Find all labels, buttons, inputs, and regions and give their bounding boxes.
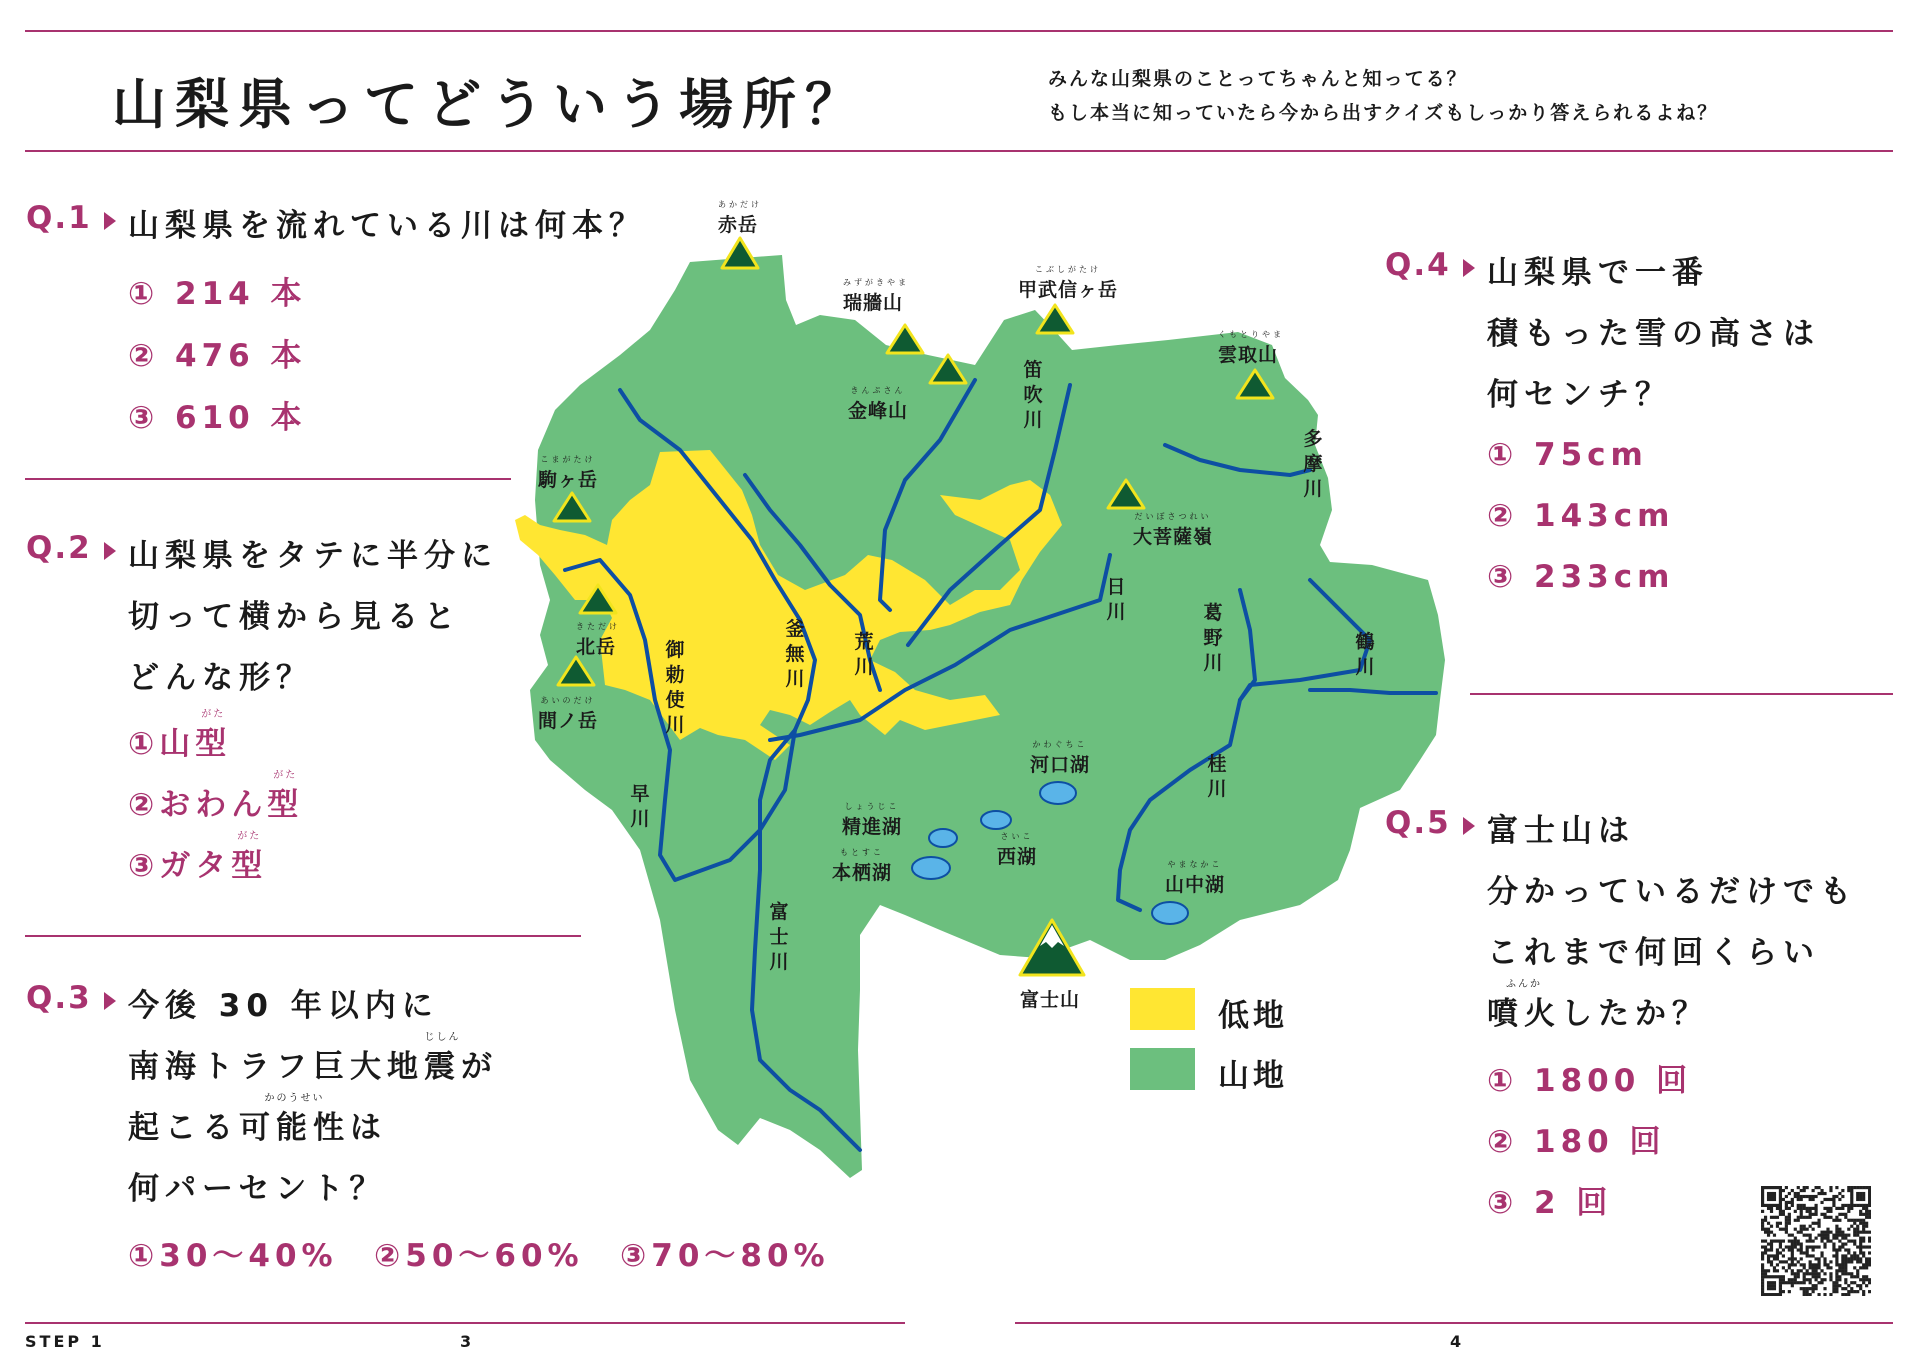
question-line-1: 富士山は: [1487, 813, 1635, 849]
name: 山中湖: [1165, 874, 1226, 896]
question-line-2: 分かっているだけでも: [1487, 874, 1857, 910]
ruby: こぶしがたけ: [1035, 265, 1101, 274]
lake-shoji: [929, 829, 957, 847]
option-2: ② 476 本: [128, 338, 307, 374]
ruby: がた: [273, 770, 298, 781]
question-text: 山梨県を流れている川は何本？: [128, 208, 646, 244]
lake-sai: [981, 811, 1011, 829]
label-fuefuki: 笛吹川: [1023, 359, 1043, 431]
name: 瑞牆山: [843, 292, 904, 314]
line-3-kanji: 可能性: [239, 1110, 350, 1146]
ruby: あかだけ: [718, 200, 762, 209]
qr-code-icon[interactable]: [1761, 1186, 1871, 1296]
ruby: がた: [237, 831, 262, 842]
name: 雲取山: [1218, 344, 1279, 366]
label-kumotori: [1218, 330, 1284, 367]
name: 甲武信ヶ岳: [1018, 279, 1119, 301]
label-motosuko: [832, 848, 892, 885]
question-line-4: 何パーセント？: [128, 1171, 387, 1207]
label-fujisan: [1020, 985, 1080, 1012]
label-mizugaki: [843, 278, 909, 315]
footer-step: STEP 1: [25, 1332, 105, 1351]
label-kinpu: [848, 386, 908, 423]
question-line-1: 山梨県で一番: [1487, 255, 1709, 291]
ruby: さいこ: [1000, 832, 1034, 841]
intro-line-2: もし本当に知っていたら今から出すクイズもしっかり答えられるよね？: [1048, 102, 1719, 124]
name: 富士山: [1020, 989, 1081, 1011]
question-number: Q.2: [26, 530, 92, 566]
option-3: ③70～80%: [620, 1238, 830, 1274]
line-2-tail: が: [461, 1049, 498, 1085]
lake-kawaguchi: [1040, 782, 1076, 804]
question-line-3: 何センチ？: [1487, 377, 1672, 413]
option-1: ① 1800 回: [1487, 1063, 1693, 1099]
option-2: ② 143cm: [1487, 498, 1675, 534]
option-1: ① 214 本: [128, 276, 307, 312]
label-fuji: 富士川: [769, 901, 789, 973]
option-2: ②50～60%: [374, 1238, 584, 1274]
option-2-kanji: 型: [267, 787, 304, 823]
lake-motosu: [912, 857, 950, 879]
ruby: がた: [201, 709, 226, 720]
label-komagatake: [538, 455, 598, 492]
name: 精進湖: [842, 816, 903, 838]
option-3-text: ③ガタ: [128, 848, 232, 884]
legend-lowland-label: 低地: [1218, 998, 1288, 1034]
question-line-1: 今後 30 年以内に: [128, 988, 439, 1024]
name: 赤岳: [718, 214, 759, 236]
question-line-3: これまで何回くらい: [1487, 935, 1820, 971]
label-yamanakako: [1165, 860, 1225, 897]
label-hikawa: 日川: [1106, 576, 1126, 623]
label-tsuru: 鶴川: [1355, 631, 1375, 678]
ruby: みずがきやま: [843, 278, 909, 287]
option-3: ③ 233cm: [1487, 559, 1675, 595]
line-3-tail: は: [350, 1110, 387, 1146]
option-1: ①30～40%: [128, 1238, 338, 1274]
option-3: ③ 2 回: [1487, 1185, 1613, 1221]
option-2: ② 180 回: [1487, 1124, 1666, 1160]
option-1-text: ①山: [128, 726, 196, 762]
option-3-kanji: 型: [231, 848, 268, 884]
line-4-kanji: 噴火: [1487, 996, 1561, 1032]
option-1: ① 75cm: [1487, 437, 1648, 473]
name: 大菩薩嶺: [1133, 526, 1214, 548]
name: 駒ヶ岳: [538, 469, 599, 491]
ruby: こまがたけ: [540, 455, 596, 464]
ruby: くもとりやま: [1218, 330, 1284, 339]
label-shojiko: [842, 802, 902, 839]
label-katsura: 桂川: [1207, 753, 1227, 800]
label-ainodake: [538, 696, 598, 733]
legend-mountain-label: 山地: [1218, 1058, 1288, 1094]
question-number: Q.5: [1385, 805, 1451, 841]
question-line-2: 積もった雪の高さは: [1487, 316, 1820, 352]
label-kitadake: [576, 622, 620, 659]
ruby: きんぷさん: [850, 386, 906, 395]
question-line-3: どんな形？: [128, 660, 313, 696]
option-1-kanji: 型: [195, 726, 232, 762]
name: 本栖湖: [832, 862, 893, 884]
ruby: ふんか: [1506, 979, 1542, 990]
option-2-text: ②おわん: [128, 787, 268, 823]
name: 金峰山: [848, 400, 909, 422]
question-line-2: 切って横から見ると: [128, 599, 461, 635]
question-number: Q.1: [26, 200, 92, 236]
legend-mountain-swatch: [1130, 1048, 1195, 1090]
mountain-icon: [722, 238, 758, 268]
name: 西湖: [997, 846, 1038, 868]
name: 間ノ岳: [538, 710, 599, 732]
name: 河口湖: [1030, 754, 1091, 776]
name: 北岳: [576, 636, 617, 658]
question-number: Q.3: [26, 980, 92, 1016]
legend-lowland-swatch: [1130, 988, 1195, 1030]
lake-yamanaka: [1152, 902, 1188, 924]
intro-line-1: みんな山梨県のことってちゃんと知ってる？: [1048, 68, 1468, 90]
ruby: あいのだけ: [540, 696, 596, 705]
ruby: かわぐちこ: [1032, 740, 1088, 749]
ruby: だいぼさつれい: [1134, 512, 1212, 521]
ruby: きただけ: [576, 622, 620, 631]
line-4-tail: したか？: [1561, 996, 1709, 1032]
line-3-text: 起こる: [128, 1110, 239, 1146]
ruby: かのうせい: [264, 1093, 325, 1104]
label-kamanashi: 釜無川: [785, 618, 805, 690]
label-tama: 多摩川: [1303, 428, 1323, 500]
label-akadake: [718, 200, 762, 237]
label-kazuno: 葛野川: [1203, 602, 1223, 674]
line-2-kanji: 震: [424, 1049, 461, 1085]
question-line-1: 山梨県をタテに半分に: [128, 538, 498, 574]
ruby: しょうじこ: [844, 802, 900, 811]
ruby: じしん: [424, 1032, 461, 1043]
label-kawaguchiko: [1030, 740, 1090, 777]
ruby: やまなかこ: [1167, 860, 1223, 869]
label-ara: 荒川: [854, 631, 874, 678]
footer-page-left: 3: [460, 1332, 475, 1351]
ruby: もとすこ: [840, 848, 884, 857]
label-midai: 御勅使川: [665, 639, 685, 736]
mountain-icon: [887, 325, 923, 353]
label-kobushi: [1018, 265, 1118, 302]
line-2-text: 南海トラフ巨大地: [128, 1049, 424, 1085]
label-haya: 早川: [630, 783, 650, 830]
label-saiko: [997, 832, 1037, 869]
question-number: Q.4: [1385, 247, 1451, 283]
option-3: ③ 610 本: [128, 400, 307, 436]
page-title: 山梨県ってどういう場所？: [112, 73, 868, 136]
footer-page-right: 4: [1450, 1332, 1465, 1351]
label-daibosatsu: [1133, 512, 1213, 549]
